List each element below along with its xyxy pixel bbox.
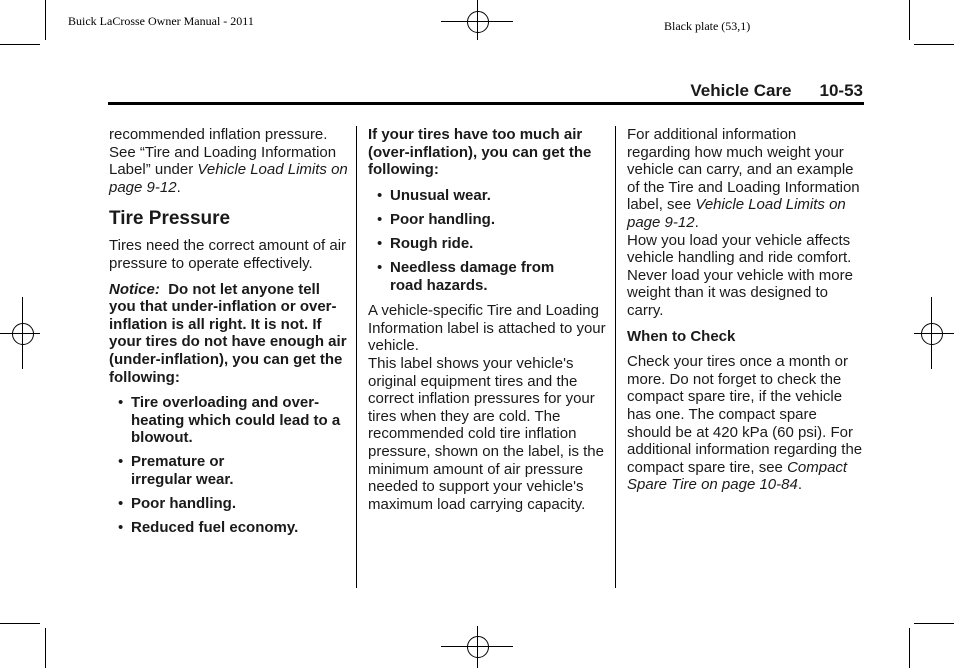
crop-mark	[914, 623, 954, 624]
paragraph: A vehicle-specific Tire and Loading Information label is attached to your vehicle.	[368, 302, 606, 355]
cross-reference-link[interactable]: Compact Spare Tire on page 10-84	[627, 458, 848, 494]
crop-mark	[0, 623, 40, 624]
print-header-plate: Black plate (53,1)	[664, 19, 751, 33]
section-title: Vehicle Care	[690, 81, 792, 100]
list-item: • Rough ride.	[377, 234, 474, 252]
header-rule	[108, 102, 864, 105]
column-3	[627, 126, 863, 502]
running-head	[690, 81, 863, 101]
paragraph: This label shows your vehicle's original equipment tires and the correct inflation pressures for your tires when they are cold. The recommended cold tire inflation pressure, shown on the label, is the minimum amount of air pressure needed to support your vehicle's maximum load carrying capacity.	[368, 355, 604, 513]
bullet-list	[109, 394, 349, 537]
crop-mark	[45, 0, 46, 40]
paragraph: Check your tires once a month or more. Do not forget to check the compact spare tire, if the vehicle has one. The compact spare should be at 420 kPa (60 psi). For additional information regarding the compact spare tire, see Compact Spare Tire on page 10-84.	[627, 353, 863, 494]
list-item: • Tire overloading and over-heating which could lead to a blowout.	[118, 394, 341, 447]
column-2	[368, 126, 606, 521]
column-divider	[356, 126, 357, 588]
crop-mark	[909, 0, 910, 40]
list-item: • Poor handling.	[118, 495, 236, 513]
list-item: • Reduced fuel economy.	[118, 519, 299, 537]
column-divider	[615, 126, 616, 588]
section-heading: Tire Pressure	[109, 208, 231, 230]
print-header-title: Buick LaCrosse Owner Manual - 2011	[68, 14, 254, 28]
crop-mark	[909, 628, 910, 668]
cross-reference-link[interactable]: Vehicle Load Limits on page 9-12	[627, 196, 846, 231]
lead-paragraph: If your tires have too much air (over-inflation), you can get the following:	[368, 126, 592, 179]
bullet-list	[368, 187, 606, 294]
crop-mark	[45, 628, 46, 668]
paragraph: recommended inflation pressure. See “Tire and Loading Information Label” under Vehicle Load Limits on page 9-12.	[109, 126, 348, 196]
notice: Notice: Do not let anyone tell you that under-inflation or over-inflation is all right. It is not. If your tires do not have enough air (under-inflation), you can get the following:	[109, 280, 347, 386]
list-item: • Unusual wear.	[377, 186, 491, 204]
list-item: • Poor handling.	[377, 210, 495, 228]
crop-mark	[914, 44, 954, 45]
paragraph: How you load your vehicle affects vehicle handling and ride comfort. Never load your vehicle with more weight than it was designed to carry.	[627, 231, 853, 319]
paragraph: Tires need the correct amount of air pressure to operate effectively.	[109, 237, 347, 272]
subheading: When to Check	[627, 327, 736, 345]
list-item: • Premature or irregular wear.	[118, 453, 234, 488]
page-number: 10-53	[819, 81, 863, 100]
column-1	[109, 126, 349, 545]
cross-reference-link[interactable]: Vehicle Load Limits on page 9-12	[109, 161, 348, 196]
crop-mark	[0, 44, 40, 45]
list-item: • Needless damage from road hazards.	[377, 259, 555, 294]
notice-label: Notice:	[109, 280, 160, 298]
paragraph: For additional information regarding how much weight your vehicle can carry, and an example of the Tire and Loading Information label, see Vehicle Load Limits on page 9-12.	[627, 126, 860, 231]
